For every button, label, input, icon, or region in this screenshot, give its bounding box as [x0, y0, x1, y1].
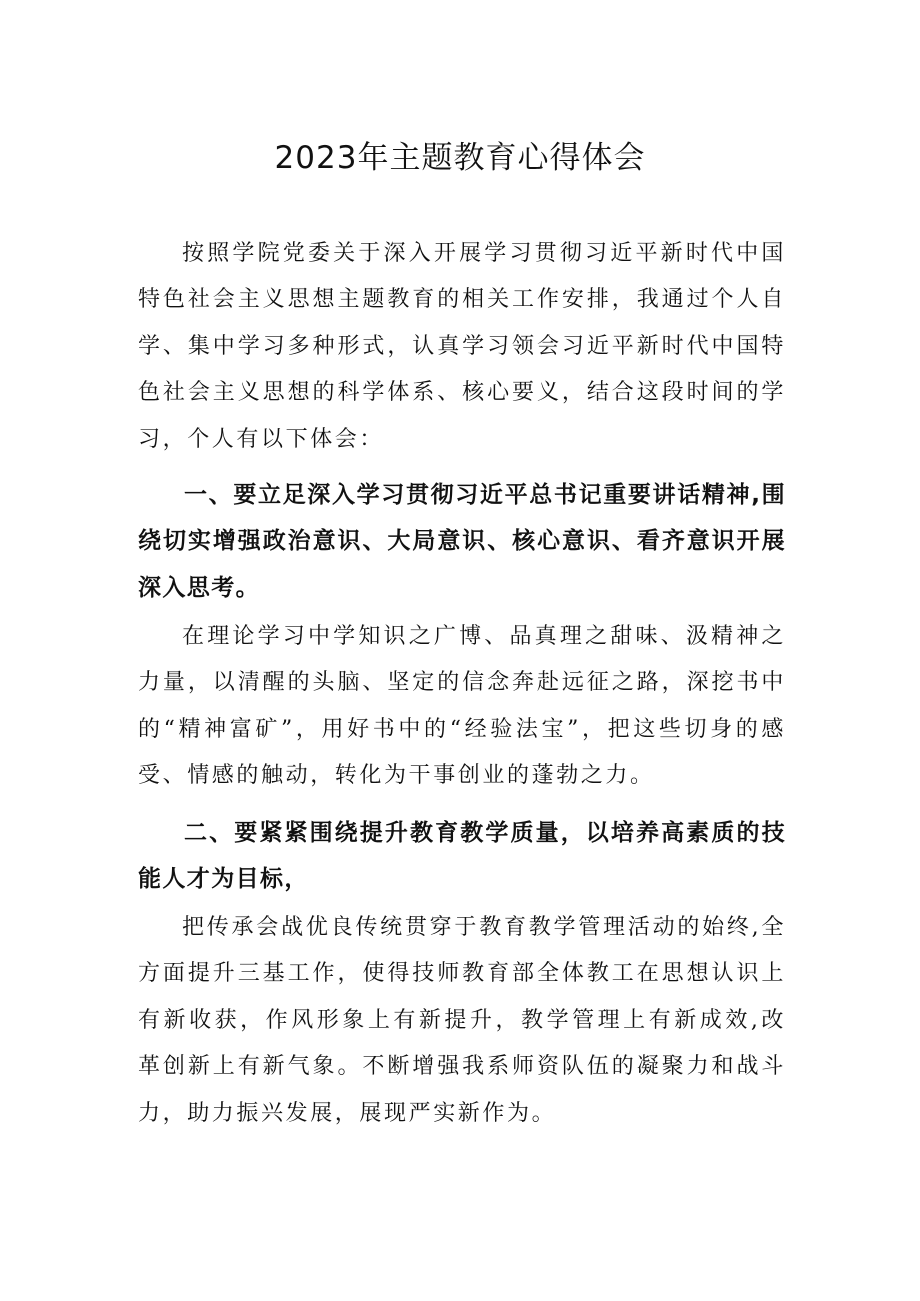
- section-heading-two: 二、要紧紧围绕提升教育教学质量，以培养高素质的技能人才为目标，: [138, 820, 786, 893]
- body-paragraph-intro: 按照学院党委关于深入开展学习贯彻习近平新时代中国特色社会主义思想主题教育的相关工作安排，我通过个人自学、集中学习多种形式，认真学习领会习近平新时代中国特色社会主义思想的科学体系、核心要义，结合这段时间的学习，个人有以下体会：: [138, 241, 786, 452]
- document-title: 2023年主题教育心得体会: [274, 140, 646, 176]
- body-paragraph-theory-study: 在理论学习中学知识之广博、品真理之甜味、汲精神之力量，以清醒的头脑、坚定的信念奔赴远征之路，深挖书中的“精神富矿”，用好书中的“经验法宝”，把这些切身的感受、情感的触动，转化为干事创业的蓬勃之力。: [138, 624, 786, 789]
- section-heading-one: 一、要立足深入学习贯彻习近平总书记重要讲话精神,围绕切实增强政治意识、大局意识、核心意识、看齐意识开展深入思考。: [138, 482, 786, 601]
- body-paragraph-teaching-management: 把传承会战优良传统贯穿于教育教学管理活动的始终,全方面提升三基工作，使得技师教育部全体教工在思想认识上有新收获，作风形象上有新提升，教学管理上有新成效,改革创新上有新气象。不断增强我系师资队伍的凝聚力和战斗力，助力振兴发展，展现严实新作为。: [138, 915, 786, 1126]
